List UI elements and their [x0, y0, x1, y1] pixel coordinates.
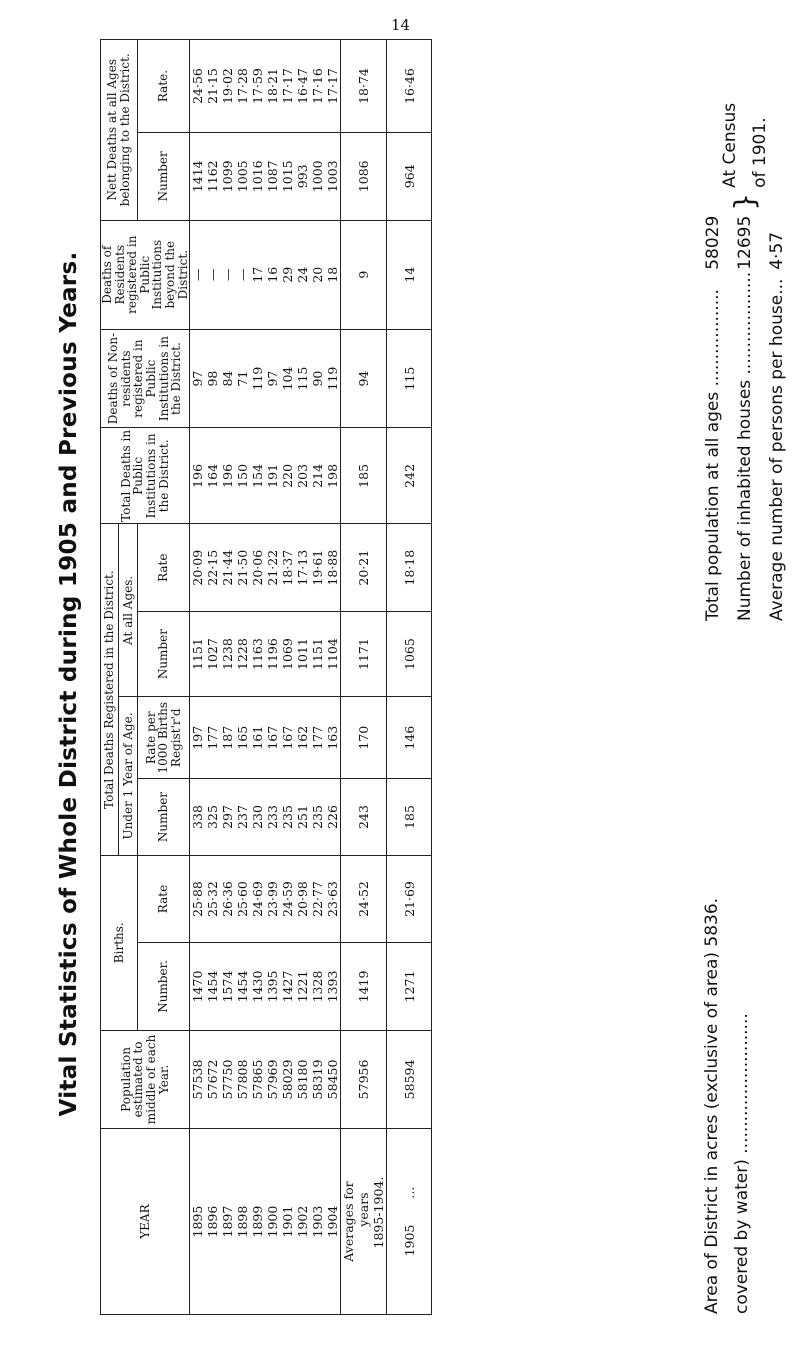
births-number-cell: 1430 [250, 970, 266, 1003]
current-nett-number: 964 [387, 133, 432, 220]
births-rate-cell: 23·63 [325, 881, 341, 917]
current-year-label [387, 1129, 432, 1315]
col-years [190, 1129, 341, 1315]
year-cell: 1901 [280, 1205, 296, 1238]
all-number-cell: 1163 [250, 638, 266, 670]
header-population: Population estimated to middle of each Year. [101, 1030, 190, 1128]
institutions-cell: 220 [280, 463, 296, 488]
all-number-cell: 1238 [220, 638, 236, 670]
under1-number-cell: 235 [310, 805, 326, 829]
all-number-cell: 1104 [325, 638, 341, 670]
header-all-ages-number: Number [137, 611, 189, 696]
residents-beyond-cell: 17 [250, 266, 266, 283]
year-cell: 1896 [205, 1205, 221, 1238]
houses-label: Number of inhabited houses ................... [735, 271, 755, 621]
births-rate-cell: 25·32 [205, 881, 221, 917]
non-residents-cell: 84 [220, 370, 236, 387]
population-cell: 57865 [250, 1059, 266, 1100]
institutions-cell: 196 [190, 463, 206, 488]
col-nett-number [190, 133, 341, 220]
header-institutions: Total Deaths in Public Institutions in the District. [101, 428, 190, 524]
residents-beyond-cell: 24 [295, 266, 311, 283]
under1-rate-cell: 161 [250, 725, 266, 750]
area-line: covered by water) .......................... [732, 1013, 752, 1314]
institutions-cell: 164 [205, 463, 221, 488]
averages-population: 57956 [341, 1030, 387, 1128]
all-number-cell: 1027 [205, 638, 221, 670]
non-residents-cell: 97 [265, 370, 281, 387]
nett-rate-cell: 17·59 [250, 68, 266, 104]
all-rate-cell: 21·50 [235, 549, 251, 586]
nett-number-cell: 1099 [220, 160, 236, 193]
under1-rate-cell: 165 [235, 725, 251, 750]
census-label-line: of 1901. [750, 117, 770, 188]
col-under1-rate [190, 697, 341, 779]
under1-number-cell: 233 [265, 805, 281, 829]
header-all-ages: At all Ages. [119, 524, 137, 697]
nett-number-cell: 1015 [280, 160, 296, 193]
col-all-rate [190, 524, 341, 611]
year-cell: 1898 [235, 1205, 251, 1238]
persons-label: Average number of persons per house... [767, 278, 787, 621]
population-value: 58029 [703, 215, 723, 270]
year-cell: 1903 [310, 1205, 326, 1238]
area-note [697, 734, 757, 1314]
births-rate-cell: 22·77 [310, 881, 326, 917]
births-number-cell: 1328 [310, 970, 326, 1003]
census-brace: } [728, 192, 761, 211]
all-number-cell: 1196 [265, 638, 281, 670]
current-residents-beyond: 14 [387, 220, 432, 329]
averages-label-line: years [356, 1192, 372, 1227]
births-number-cell: 1454 [205, 970, 221, 1003]
current-population: 58594 [387, 1030, 432, 1128]
under1-number-cell: 338 [190, 805, 206, 829]
non-residents-cell: 115 [295, 366, 311, 391]
non-residents-cell: 119 [250, 366, 266, 391]
header-births-number: Number. [137, 943, 189, 1030]
col-non-residents [190, 329, 341, 427]
averages-births-number: 1419 [341, 943, 387, 1030]
all-rate-cell: 18·37 [280, 549, 296, 586]
under1-rate-cell: 177 [205, 725, 221, 750]
births-rate-cell: 26·36 [220, 881, 236, 917]
under1-rate-cell: 162 [295, 725, 311, 750]
population-cell: 57538 [190, 1059, 206, 1100]
institutions-cell: 196 [220, 463, 236, 488]
all-rate-cell: 21·22 [265, 549, 281, 586]
page-title: Vital Statistics of Whole District during 1905 and Previous Years. [56, 251, 82, 1117]
nett-number-cell: 1162 [205, 160, 221, 193]
year-cell: 1897 [220, 1205, 236, 1238]
births-rate-cell: 25·60 [235, 881, 251, 917]
current-under1-number: 185 [387, 779, 432, 856]
institutions-cell: 198 [325, 463, 341, 488]
nett-rate-cell: 19·02 [220, 68, 236, 104]
header-nett-number: Number [137, 133, 189, 220]
averages-residents-beyond: 9 [341, 220, 387, 329]
header-all-ages-rate: Rate [137, 524, 189, 611]
under1-rate-cell: 177 [310, 725, 326, 750]
under1-rate-cell: 167 [265, 725, 281, 750]
col-nett-rate [190, 40, 341, 133]
residents-beyond-cell: — [190, 268, 206, 281]
header-row-1 [101, 40, 119, 1315]
population-cell: 57672 [205, 1059, 221, 1100]
current-births-rate: 21·69 [387, 855, 432, 942]
institutions-cell: 214 [310, 463, 326, 488]
year-cell: 1895 [190, 1205, 206, 1238]
population-cell: 57750 [220, 1059, 236, 1100]
year-cell: 1904 [325, 1205, 341, 1238]
all-rate-cell: 19·61 [310, 549, 326, 586]
current-under1-rate: 146 [387, 697, 432, 779]
yearly-rows [190, 40, 341, 1315]
averages-non-residents: 94 [341, 329, 387, 427]
averages-under1-rate: 170 [341, 697, 387, 779]
header-under-one: Under 1 Year of Age. [119, 697, 137, 856]
non-residents-cell: 104 [280, 366, 296, 391]
residents-beyond-cell: 20 [310, 266, 326, 283]
births-number-cell: 1427 [280, 970, 296, 1003]
current-year-row [387, 40, 432, 1315]
averages-institutions: 185 [341, 428, 387, 524]
under1-number-cell: 325 [205, 805, 221, 829]
averages-label-line: 1895-1904. [371, 1176, 387, 1249]
page-number: 14 [390, 16, 411, 34]
births-number-cell: 1393 [325, 970, 341, 1003]
census-label [697, 102, 793, 189]
population-cell: 57808 [235, 1059, 251, 1100]
under1-rate-cell: 197 [190, 725, 206, 750]
averages-births-rate: 24·52 [341, 855, 387, 942]
births-rate-cell: 23·99 [265, 881, 281, 917]
averages-nett-rate: 18·74 [341, 40, 387, 133]
persons-value: 4·57 [767, 231, 787, 270]
current-year-dots: ... [401, 1186, 417, 1199]
houses-value: 12695 [735, 215, 755, 270]
all-rate-cell: 20·06 [250, 549, 266, 586]
under1-number-cell: 230 [250, 805, 266, 829]
header-births-rate: Rate [137, 855, 189, 942]
all-number-cell: 1069 [280, 638, 296, 670]
averages-row [341, 40, 387, 1315]
nett-number-cell: 1087 [265, 160, 281, 193]
residents-beyond-cell: 29 [280, 266, 296, 283]
nett-number-cell: 1414 [190, 160, 206, 193]
births-number-cell: 1470 [190, 970, 206, 1003]
nett-rate-cell: 16·47 [295, 68, 311, 104]
non-residents-cell: 90 [310, 370, 326, 387]
header-under-one-rate: Rate per 1000 Births Regist'r'd [137, 697, 189, 779]
institutions-cell: 191 [265, 463, 281, 488]
births-rate-cell: 25·88 [190, 881, 206, 917]
current-nett-rate: 16·46 [387, 40, 432, 133]
under1-number-cell: 297 [220, 805, 236, 829]
population-cell: 58319 [310, 1059, 326, 1100]
current-births-number: 1271 [387, 943, 432, 1030]
all-rate-cell: 17·13 [295, 549, 311, 586]
year-cell: 1900 [265, 1205, 281, 1238]
census-table [697, 102, 793, 622]
nett-rate-cell: 18·21 [265, 68, 281, 104]
averages-all-rate: 20·21 [341, 524, 387, 611]
institutions-cell: 150 [235, 463, 251, 488]
nett-number-cell: 1003 [325, 160, 341, 193]
residents-beyond-cell: 18 [325, 266, 341, 283]
header-non-residents: Deaths of Non-residents registered in Public Institutions in the District. [101, 329, 190, 427]
nett-rate-cell: 17·17 [325, 68, 341, 104]
population-cell: 58180 [295, 1059, 311, 1100]
non-residents-cell: 98 [205, 370, 221, 387]
under1-number-cell: 226 [325, 805, 341, 829]
nett-number-cell: 1000 [310, 160, 326, 193]
averages-all-number: 1171 [341, 611, 387, 696]
residents-beyond-cell: 16 [265, 266, 281, 283]
institutions-cell: 154 [250, 463, 266, 488]
nett-rate-cell: 24·56 [190, 68, 206, 104]
under1-rate-cell: 163 [325, 725, 341, 750]
current-all-number: 1065 [387, 611, 432, 696]
col-under1-number [190, 779, 341, 856]
population-cell: 58029 [280, 1059, 296, 1100]
all-rate-cell: 22·15 [205, 549, 221, 586]
nett-rate-cell: 17·16 [310, 68, 326, 104]
births-number-cell: 1395 [265, 970, 281, 1003]
current-all-rate: 18·18 [387, 524, 432, 611]
under1-number-cell: 237 [235, 805, 251, 829]
col-residents-beyond [190, 220, 341, 329]
births-rate-cell: 24·69 [250, 881, 266, 917]
under1-number-cell: 251 [295, 805, 311, 829]
population-cell: 58450 [325, 1059, 341, 1100]
all-number-cell: 1011 [295, 638, 311, 670]
col-population [190, 1030, 341, 1128]
births-rate-cell: 20·98 [295, 881, 311, 917]
year-cell: 1902 [295, 1205, 311, 1238]
residents-beyond-cell: — [235, 268, 251, 281]
under1-number-cell: 235 [280, 805, 296, 829]
all-number-cell: 1151 [190, 638, 206, 670]
year-cell: 1899 [250, 1205, 266, 1238]
area-line: Area of District in acres (exclusive of area) 5836. [702, 897, 722, 1314]
vital-statistics-table [100, 39, 432, 1315]
population-label: Total population at all ages .................. [703, 289, 723, 621]
births-rate-cell: 24·59 [280, 881, 296, 917]
header-nett-deaths: Nett Deaths at all Ages belonging to the District. [101, 40, 138, 221]
all-number-cell: 1228 [235, 638, 251, 670]
nett-rate-cell: 21·15 [205, 68, 221, 104]
non-residents-cell: 97 [190, 370, 206, 387]
nett-rate-cell: 17·17 [280, 68, 296, 104]
residents-beyond-cell: — [220, 268, 236, 281]
all-number-cell: 1151 [310, 638, 326, 670]
header-year: YEAR [101, 1129, 190, 1315]
nett-rate-cell: 17·28 [235, 68, 251, 104]
averages-label [341, 1129, 387, 1315]
col-births-rate [190, 855, 341, 942]
header-total-deaths: Total Deaths Registered in the District. [101, 524, 119, 855]
births-number-cell: 1574 [220, 970, 236, 1003]
col-all-number [190, 611, 341, 696]
col-births-number [190, 943, 341, 1030]
census-label-line: At Census [720, 102, 740, 188]
header-residents-beyond: Deaths of Residents registered in Public Institutions beyond the District. [101, 220, 190, 329]
residents-beyond-cell: — [205, 268, 221, 281]
current-year: 1905 [401, 1224, 417, 1257]
nett-number-cell: 1016 [250, 160, 266, 193]
header-nett-rate: Rate. [137, 40, 189, 133]
current-non-residents: 115 [387, 329, 432, 427]
births-number-cell: 1454 [235, 970, 251, 1003]
non-residents-cell: 71 [235, 370, 251, 387]
census-note [697, 22, 793, 622]
under1-rate-cell: 187 [220, 725, 236, 750]
averages-label-line: Averages for [341, 1181, 357, 1262]
averages-under1-number: 243 [341, 779, 387, 856]
all-rate-cell: 18·88 [325, 549, 341, 586]
under1-rate-cell: 167 [280, 725, 296, 750]
all-rate-cell: 21·44 [220, 549, 236, 586]
nett-number-cell: 1005 [235, 160, 251, 193]
averages-nett-number: 1086 [341, 133, 387, 220]
header-births: Births. [101, 855, 138, 1030]
institutions-cell: 203 [295, 463, 311, 488]
col-institutions [190, 428, 341, 524]
header-under-one-number: Number [137, 779, 189, 856]
all-rate-cell: 20·09 [190, 549, 206, 586]
births-number-cell: 1221 [295, 970, 311, 1003]
nett-number-cell: 993 [295, 164, 311, 189]
non-residents-cell: 119 [325, 366, 341, 391]
population-cell: 57969 [265, 1059, 281, 1100]
current-institutions: 242 [387, 428, 432, 524]
